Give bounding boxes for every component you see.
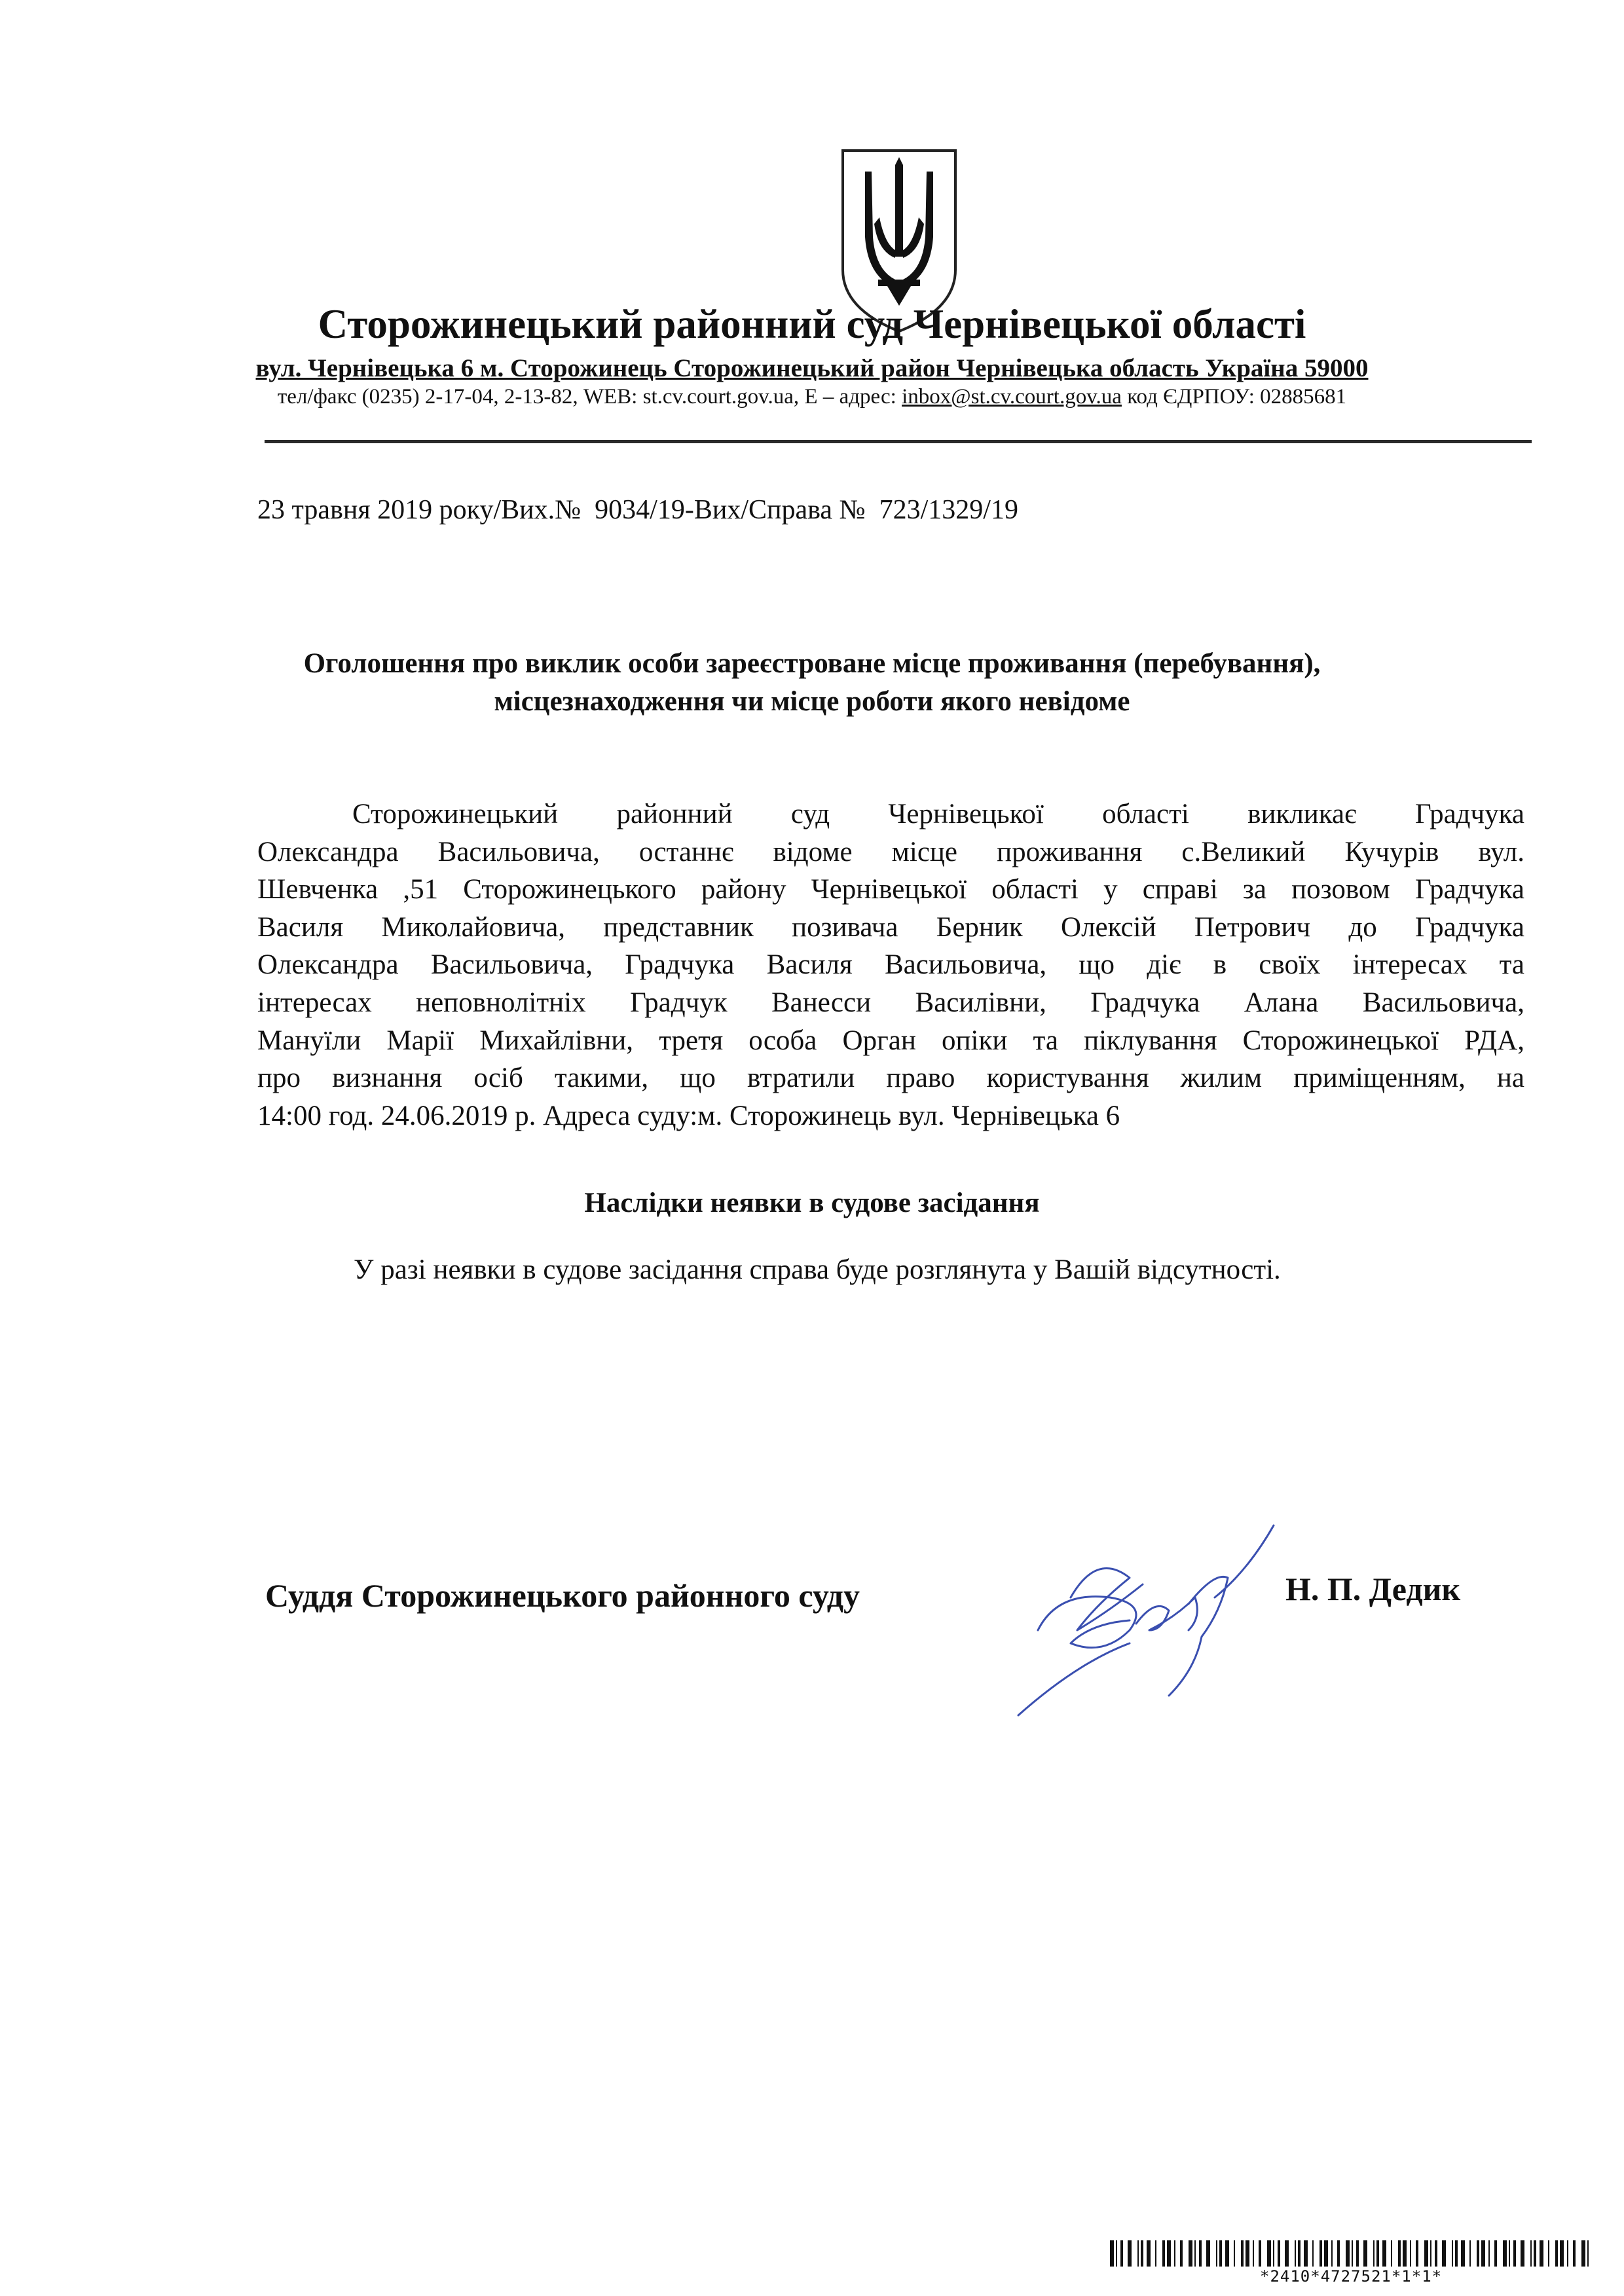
barcode-bar <box>1147 2240 1151 2267</box>
barcode-bar <box>1424 2240 1428 2267</box>
barcode <box>1110 2240 1595 2267</box>
barcode-bar <box>1120 2240 1123 2267</box>
body-line: Сторожинецький районний суд Чернівецької області викликає Градчука <box>352 799 1524 829</box>
barcode-bar <box>1320 2240 1322 2267</box>
barcode-bar <box>1331 2240 1333 2267</box>
barcode-bar <box>1267 2240 1271 2267</box>
barcode-bar <box>1304 2240 1308 2267</box>
barcode-bar <box>1234 2240 1235 2267</box>
body-line: Олександра Васильовича, Градчука Василя Васильовича, що діє в своїх інтересах та <box>257 949 1524 981</box>
barcode-bar <box>1246 2240 1249 2267</box>
barcode-bar <box>1503 2240 1507 2267</box>
barcode-bar <box>1273 2240 1274 2267</box>
barcode-bar <box>1435 2240 1437 2267</box>
consequences-heading: Наслідки неявки в судове засідання <box>584 1188 1040 1218</box>
barcode-bar <box>1241 2240 1244 2267</box>
barcode-bar <box>1455 2240 1458 2267</box>
barcode-bar <box>1219 2240 1222 2267</box>
barcode-bar <box>1481 2240 1485 2267</box>
barcode-bar <box>1382 2240 1386 2267</box>
email-link[interactable]: inbox@st.cv.court.gov.ua <box>902 385 1122 409</box>
barcode-bar <box>1167 2240 1171 2267</box>
court-name: Сторожинецький районний суд Чернівецької області <box>318 301 1306 347</box>
barcode-bar <box>1403 2240 1407 2267</box>
barcode-bar <box>1587 2240 1589 2267</box>
barcode-bar <box>1534 2240 1536 2267</box>
barcode-bar <box>1488 2240 1490 2267</box>
body-line: Шевченка ,51 Сторожинецького району Чернівецької області у справі за позовом Градчука <box>257 874 1524 905</box>
court-address: вул. Чернівецька 6 м. Сторожинець Сторожинецький район Чернівецька область Україна 59000 <box>255 354 1369 382</box>
barcode-bar <box>1513 2240 1516 2267</box>
barcode-bar <box>1555 2240 1558 2267</box>
barcode-bar <box>1199 2240 1202 2267</box>
barcode-bar <box>1324 2240 1328 2267</box>
barcode-bar <box>1312 2240 1314 2267</box>
barcode-bar <box>1206 2240 1210 2267</box>
body-line: Василя Миколайовича, представник позивача Берник Олексій Петрович до Градчука <box>257 911 1524 943</box>
barcode-bar <box>1410 2240 1411 2267</box>
contacts-suffix: код ЄДРПОУ: 02885681 <box>1121 385 1347 409</box>
contacts-prefix: тел/факс (0235) 2-17-04, 2-13-82, WEB: st.cv.court.gov.ua, E – адрес: <box>277 385 902 409</box>
notice-title-line-1: Оголошення про виклик особи зареєстроване місце проживання (перебування), <box>303 648 1321 679</box>
barcode-bar <box>1346 2240 1350 2267</box>
signer-name: Н. П. Дедик <box>1285 1571 1461 1607</box>
body-line: інтересах неповнолітніх Градчук Ванесси Василівни, Градчука Алана Васильовича, <box>257 987 1524 1018</box>
barcode-bar <box>1430 2240 1431 2267</box>
barcode-bar <box>1128 2240 1132 2267</box>
barcode-bar <box>1442 2240 1446 2267</box>
reference-line: 23 травня 2019 року/Вих.№ 9034/19-Вих/Справа № 723/1329/19 <box>257 495 1018 525</box>
barcode-bar <box>1363 2240 1367 2267</box>
barcode-bar <box>1298 2240 1301 2267</box>
barcode-bar <box>1521 2240 1524 2267</box>
barcode-bar <box>1376 2240 1379 2267</box>
barcode-bar <box>1391 2240 1392 2267</box>
barcode-bar <box>1141 2240 1143 2267</box>
body-line: Мануїли Марії Михайлівни, третя особа Орган опіки та піклування Сторожинецької РДА, <box>257 1025 1524 1056</box>
barcode-bar <box>1116 2240 1117 2267</box>
barcode-bar <box>1530 2240 1532 2267</box>
barcode-bar <box>1216 2240 1217 2267</box>
handwritten-signature <box>999 1499 1306 1735</box>
signer-title: Суддя Сторожинецького районного суду <box>265 1577 860 1614</box>
header-divider <box>265 440 1532 443</box>
barcode-bar <box>1469 2240 1471 2267</box>
barcode-bar <box>1337 2240 1340 2267</box>
body-line: 14:00 год. 24.06.2019 р. Адреса суду:м. Сторожинець вул. Чернівецька 6 <box>257 1100 1120 1131</box>
barcode-bar <box>1581 2240 1585 2267</box>
barcode-bar <box>1259 2240 1261 2267</box>
barcode-bar <box>1155 2240 1156 2267</box>
court-contacts <box>0 382 1624 411</box>
barcode-bar <box>1174 2240 1175 2267</box>
barcode-bar <box>1352 2240 1353 2267</box>
barcode-bar <box>1295 2240 1296 2267</box>
barcode-bar <box>1110 2240 1114 2267</box>
barcode-bar <box>1373 2240 1375 2267</box>
barcode-bar <box>1548 2240 1549 2267</box>
barcode-bar <box>1253 2240 1254 2267</box>
notice-title <box>0 645 1624 721</box>
barcode-bar <box>1540 2240 1543 2267</box>
barcode-bar <box>1567 2240 1568 2267</box>
barcode-bar <box>1494 2240 1497 2267</box>
barcode-bar <box>1477 2240 1479 2267</box>
barcode-bar <box>1560 2240 1564 2267</box>
barcode-bar <box>1225 2240 1229 2267</box>
body-line: про визнання осіб такими, що втратили право користування жилим приміщенням, на <box>257 1063 1524 1094</box>
barcode-bar <box>1416 2240 1418 2267</box>
barcode-bar <box>1509 2240 1510 2267</box>
notice-title-line-2: місцезнаходження чи місце роботи якого невідоме <box>494 686 1130 717</box>
barcode-bar <box>1137 2240 1139 2267</box>
barcode-bar <box>1398 2240 1401 2267</box>
barcode-bar <box>1285 2240 1289 2267</box>
barcode-bar <box>1452 2240 1453 2267</box>
consequences-text: У разі неявки в судове засідання справа буде розглянута у Вашій відсутності. <box>354 1254 1281 1285</box>
notice-body <box>257 795 1524 1135</box>
barcode-bar <box>1278 2240 1280 2267</box>
barcode-bar <box>1461 2240 1465 2267</box>
barcode-bar <box>1189 2240 1192 2267</box>
barcode-bar <box>1194 2240 1196 2267</box>
body-line: Олександра Васильовича, останнє відоме місце проживання с.Великий Кучурів вул. <box>257 836 1524 867</box>
barcode-bar <box>1162 2240 1165 2267</box>
barcode-bar <box>1180 2240 1183 2267</box>
barcode-bar <box>1356 2240 1359 2267</box>
barcode-bar <box>1573 2240 1576 2267</box>
barcode-text: *2410*4727521*1*1* <box>1260 2267 1443 2286</box>
